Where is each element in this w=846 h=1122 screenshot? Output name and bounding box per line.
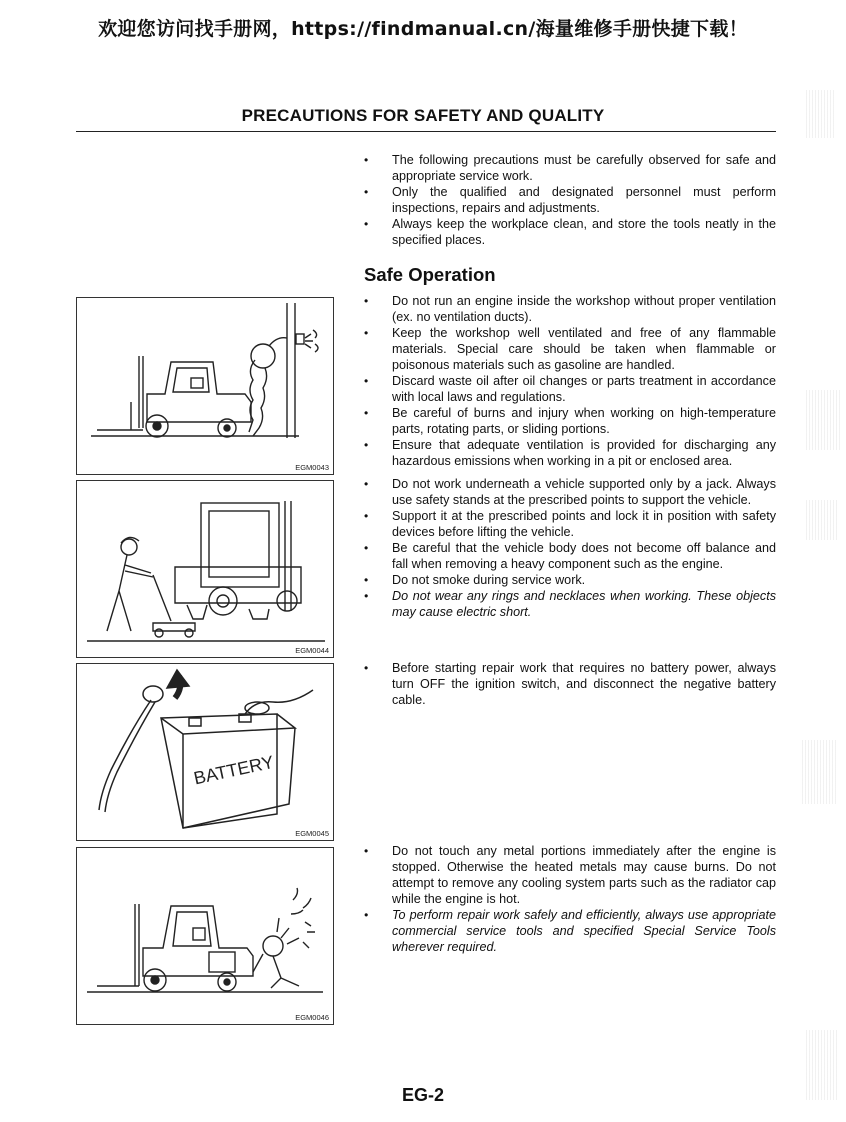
safety-item: • Ensure that adequate ventilation is provided for discharging any hazardous emissions when working in a pit or enclosed area. <box>364 437 776 469</box>
safety-item: • To perform repair work safely and efficiently, always use appropriate commercial service tools and specified Special Service Tools wherever required. <box>364 907 776 955</box>
safety-item: • Keep the workshop well ventilated and free of any flammable materials. Special care should be taken when flammable or poisonous materials such as gasoline are handled. <box>364 325 776 373</box>
safety-item: • Be careful that the vehicle body does not become off balance and fall when removing a heavy component such as the engine. <box>364 540 776 572</box>
intro-section <box>364 152 776 248</box>
figure-label: EGM0045 <box>295 829 329 838</box>
safety-group-hot-parts <box>364 843 776 955</box>
safety-item: • Do not wear any rings and necklaces when working. These objects may cause electric short. <box>364 588 776 620</box>
intro-list <box>364 152 776 248</box>
title-rule <box>76 131 776 132</box>
scan-artifact <box>806 390 840 450</box>
figure-exhaust-ventilation <box>76 297 334 475</box>
intro-item-1: • The following precautions must be carefully observed for safe and appropriate service work. <box>364 152 776 184</box>
intro-item-2: • Only the qualified and designated personnel must perform inspections, repairs and adjustments. <box>364 184 776 216</box>
page-title: PRECAUTIONS FOR SAFETY AND QUALITY <box>241 106 605 125</box>
forklift-exhaust-illustration <box>77 298 333 474</box>
safety-group-ventilation <box>364 293 776 469</box>
figure-battery-disconnect <box>76 663 334 841</box>
scan-artifact <box>802 740 838 804</box>
battery-illustration <box>77 664 333 840</box>
figure-label: EGM0046 <box>295 1013 329 1022</box>
safety-item: • Do not work underneath a vehicle supported only by a jack. Always use safety stands at the prescribed points to support the vehicle. <box>364 476 776 508</box>
safety-item: • Discard waste oil after oil changes or parts treatment in accordance with local laws and regulations. <box>364 373 776 405</box>
figure-jack-support <box>76 480 334 658</box>
safety-item: • Do not run an engine inside the workshop without proper ventilation (ex. no ventilation ducts). <box>364 293 776 325</box>
safety-item: • Do not smoke during service work. <box>364 572 776 588</box>
safety-group-battery <box>364 660 776 708</box>
safety-item: • Before starting repair work that requires no battery power, always turn OFF the ignition switch, and disconnect the negative battery cable. <box>364 660 776 708</box>
intro-item-3: • Always keep the workplace clean, and store the tools neatly in the specified places. <box>364 216 776 248</box>
safety-item: • Support it at the prescribed points and lock it in position with safety devices before lifting the vehicle. <box>364 508 776 540</box>
figure-hot-engine <box>76 847 334 1025</box>
scan-artifact <box>806 500 838 540</box>
safety-item: • Do not touch any metal portions immediately after the engine is stopped. Otherwise the heated metals may cause burns. Do not attempt to remove any cooling system parts such as the radiator cap while the engine is hot. <box>364 843 776 907</box>
section-heading: Safe Operation <box>364 264 496 285</box>
scan-artifact <box>806 90 836 138</box>
figure-label: EGM0044 <box>295 646 329 655</box>
download-banner: 欢迎您访问找手册网，https://findmanual.cn/海量维修手册快捷下载！ <box>98 18 748 40</box>
figure-label: EGM0043 <box>295 463 329 472</box>
jack-forklift-illustration <box>77 481 333 657</box>
hot-engine-illustration <box>77 848 333 1024</box>
page-number: EG-2 <box>401 1085 444 1105</box>
battery-text: BATTERY <box>191 751 276 789</box>
safety-group-lifting <box>364 476 776 620</box>
safety-item: • Be careful of burns and injury when working on high-temperature parts, rotating parts, or sliding portions. <box>364 405 776 437</box>
